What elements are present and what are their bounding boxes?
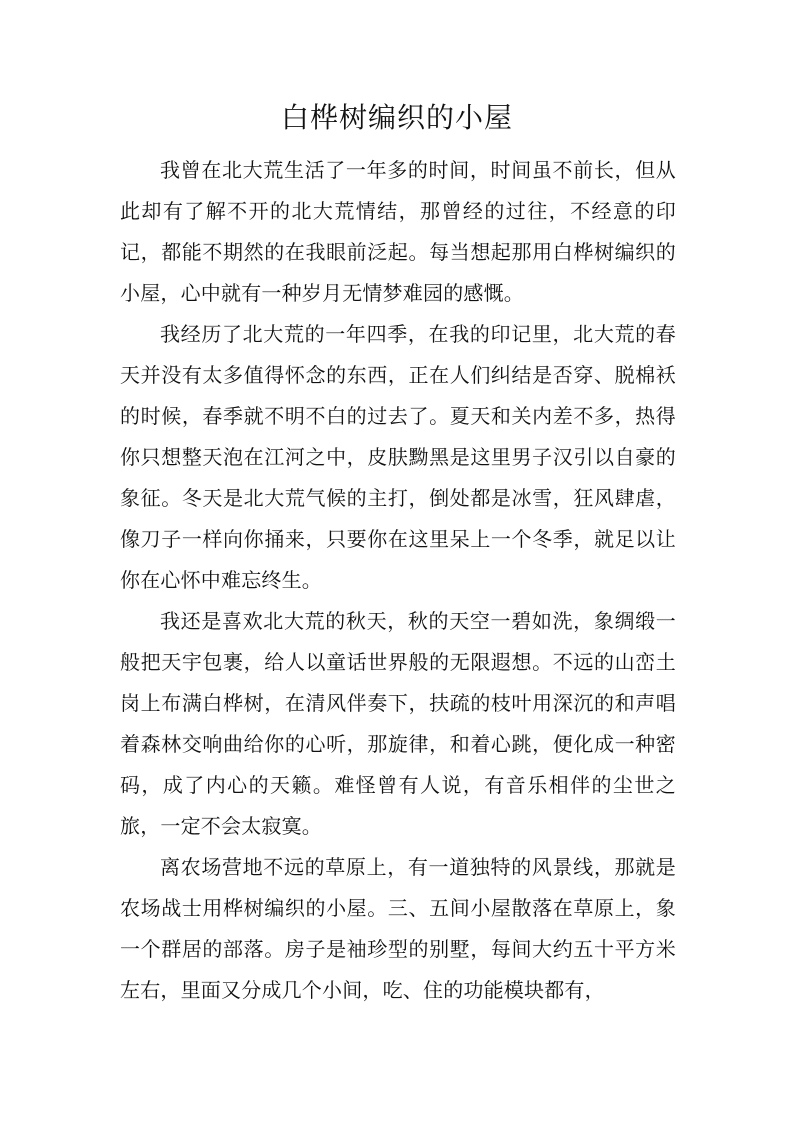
document-title: 白桦树编织的小屋 [280, 101, 513, 134]
paragraph-4: 离农场营地不远的草原上，有一道独特的风景线，那就是农场战士用桦树编织的小屋。三、五间小屋散落在草原上，象一个群居的部落。房子是袖珍型的别墅，每间大约五十平方米左右，里面又分成几个小间，吃、住的功能模块都有， [120, 855, 676, 1002]
paragraph-3: 我还是喜欢北大荒的秋天，秋的天空一碧如洗，象绸缎一般把天宇包裹，给人以童话世界般的无限遐想。不远的山峦土岗上布满白桦树，在清风伴奏下，扶疏的枝叶用深沉的和声唱着森林交响曲给你的心听，那旋律，和着心跳，便化成一种密码，成了内心的天籁。难怪曾有人说，有音乐相伴的尘世之旅，一定不会太寂寞。 [120, 609, 676, 838]
paragraph-2: 我经历了北大荒的一年四季，在我的印记里，北大荒的春天并没有太多值得怀念的东西，正在人们纠结是否穿、脱棉袄的时候，春季就不明不白的过去了。夏天和关内差不多，热得你只想整天泡在江河之中，皮肤黝黑是这里男子汉引以自豪的象征。冬天是北大荒气候的主打，倒处都是冰雪，狂风肆虐，像刀子一样向你捅来，只要你在这里呆上一个冬季，就足以让你在心怀中难忘终生。 [120, 322, 676, 592]
document-body [120, 150, 676, 1011]
paragraph-1: 我曾在北大荒生活了一年多的时间，时间虽不前长，但从此却有了解不开的北大荒情结，那曾经的过往，不经意的印记，都能不期然的在我眼前泛起。每当想起那用白桦树编织的小屋，心中就有一种岁月无情梦难园的感慨。 [120, 158, 676, 305]
